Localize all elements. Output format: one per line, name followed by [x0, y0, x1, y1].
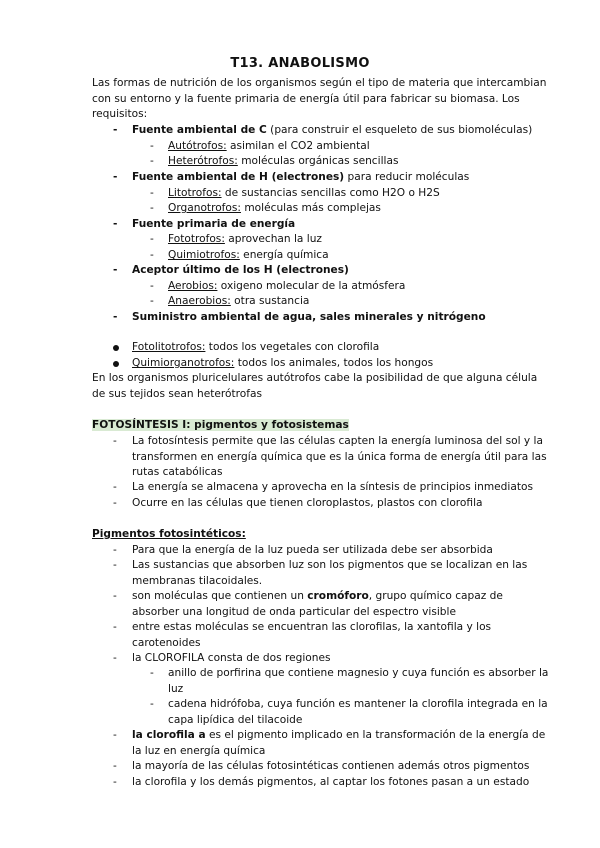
- list-item-cromoforo: son moléculas que contienen un cromóforo, grupo químico capaz de absorber una longitud de onda particular del espectro visible: [132, 590, 503, 618]
- sub-quimiotrofos: Quimiotrofos: energía química: [168, 249, 329, 261]
- list-item: La energía se almacena y aprovecha en la síntesis de principios inmediatos: [132, 481, 533, 493]
- list-item: Para que la energía de la luz pueda ser utilizada debe ser absorbida: [132, 544, 493, 556]
- dot-item-quimiorganotrofos: Quimiorganotrofos: todos los animales, todos los hongos: [132, 357, 434, 369]
- dash-bullet: -: [113, 124, 118, 136]
- list-item: Las sustancias que absorben luz son los pigmentos que se localizan en las membranas tilacoidales.: [132, 559, 528, 587]
- section-heading-fotosintesis: FOTOSÍNTESIS I: pigmentos y fotosistemas: [92, 419, 349, 431]
- sub-autotrofos: Autótrofos: asimilan el CO2 ambiental: [168, 140, 370, 152]
- requisite-carbon: Fuente ambiental de C (para construir el esqueleto de sus biomoléculas): [132, 124, 533, 136]
- sub-aerobios: Aerobios: oxigeno molecular de la atmósfera: [168, 280, 406, 292]
- list-item: Ocurre en las células que tienen cloroplastos, plastos con clorofila: [132, 497, 483, 509]
- list-item: entre estas moléculas se encuentran las clorofilas, la xantofila y los carotenoides: [132, 621, 492, 649]
- list-item: la clorofila y los demás pigmentos, al captar los fotones pasan a un estado: [132, 776, 530, 788]
- sub-heterotrofos: Heterótrofos: moléculas orgánicas sencillas: [168, 155, 399, 167]
- bullet-dot: [113, 361, 119, 367]
- document-page: T13. ANABOLISMO Las formas de nutrición de los organismos según el tipo de materia que intercambian con su entorno y la fuente primaria de energía útil para fabricar su biomasa. Los requisitos: - Fuente ambiental de C (para construir el esqueleto de sus biomoléculas) - Autótrofos: asimilan el CO2 ambiental - Heterótrofos: moléculas orgánicas sencillas - Fuente ambiental de H (electrones) para reducir moléculas - Litotrofos: de sustancias sencillas como H2O o H2S - Organotrofos: moléculas más complejas - Fuente primaria de energía - Fototrofos: aprovechan la luz - Quimiotrofos: energía química - Aceptor último de los H (electrones) - Aerobios: oxigeno molecular de la atmósfera - Anaerobios: otra sustancia - Suministro ambiental de agua, sales minerales y nitrógeno Fotolitotrofos: todos los vegetales con clorofila Quimiorganotrofos: todos los animales, todos los hongos En los organismos pluricelulares autótrofos cabe la posibilidad de que alguna célula de sus tejidos sean heterótrofas FOTOSÍNTESIS I: pigmentos y fotosistemas - La fotosíntesis permite que las células capten la energía luminosa del sol y la transformen en energía química que es la única forma de energía útil para las rutas catabólicas - La energía se almacena y aprovecha en la síntesis de principios inmediatos - Ocurre en las células que tienen cloroplastos, plastos con clorofila Pigmentos fotosintéticos: - Para que la energía de la luz pueda ser utilizada debe ser absorbida - Las sustancias que absorben luz son los pigmentos que se localizan en las membranas tilacoidales. - son moléculas que contienen un cromóforo, grupo químico capaz de absorber una longitud de onda particular del espectro visible - entre estas moléculas se encuentran las clorofilas, la xantofila y los carotenoides - la CLOROFILA consta de dos regiones - anillo de porfirina que contiene magnesio y cuya función es absorber la luz - cadena hidrófoba, cuya función es mantener la clorofila integrada en la capa lipídica del tilacoide - la clorofila a es el pigmento implicado en la transformación de la energía de la luz en energía química - la mayoría de las células fotosintéticas contienen además otros pigmentos - la clorofila y los demás pigmentos, al captar los fotones pasan a un estado: [0, 0, 600, 848]
- intro-paragraph: Las formas de nutrición de los organismos según el tipo de materia que intercambian con su entorno y la fuente primaria de energía útil para fabricar su biomasa. Los requisitos:: [92, 77, 547, 120]
- requisite-water: Suministro ambiental de agua, sales minerales y nitrógeno: [132, 311, 486, 323]
- sub-organotrofos: Organotrofos: moléculas más complejas: [168, 202, 381, 214]
- requisite-hydrogen: Fuente ambiental de H (electrones) para reducir moléculas: [132, 171, 470, 183]
- list-item: la mayoría de las células fotosintéticas contienen además otros pigmentos: [132, 760, 530, 772]
- requisite-energy: Fuente primaria de energía: [132, 218, 296, 230]
- sub-fototrofos: Fototrofos: aprovechan la luz: [168, 233, 322, 245]
- sub-list-item: anillo de porfirina que contiene magnesio y cuya función es absorber la luz: [168, 667, 549, 695]
- requisite-acceptor: Aceptor último de los H (electrones): [132, 264, 349, 276]
- sub-litotrofos: Litotrofos: de sustancias sencillas como H2O o H2S: [168, 187, 440, 199]
- list-item-clorofila-a: la clorofila a es el pigmento implicado en la transformación de la energía de la luz en energía química: [132, 729, 546, 757]
- sub-list-item: cadena hidrófoba, cuya función es mantener la clorofila integrada en la capa lipídica del tilacoide: [168, 698, 548, 726]
- bullet-dot: [113, 345, 119, 351]
- list-item: la CLOROFILA consta de dos regiones: [132, 652, 331, 664]
- list-item: La fotosíntesis permite que las células capten la energía luminosa del sol y la transformen en energía química que es la única forma de energía útil para las rutas catabólicas: [132, 435, 547, 478]
- dot-item-fotolitotrofos: Fotolitotrofos: todos los vegetales con clorofila: [132, 341, 380, 353]
- sub-anaerobios: Anaerobios: otra sustancia: [168, 295, 310, 307]
- pluricelular-paragraph: En los organismos pluricelulares autótrofos cabe la posibilidad de que alguna célula de sus tejidos sean heterótrofas: [92, 372, 538, 400]
- section-heading-pigmentos: Pigmentos fotosintéticos:: [92, 528, 246, 540]
- page-title: T13. ANABOLISMO: [230, 56, 370, 71]
